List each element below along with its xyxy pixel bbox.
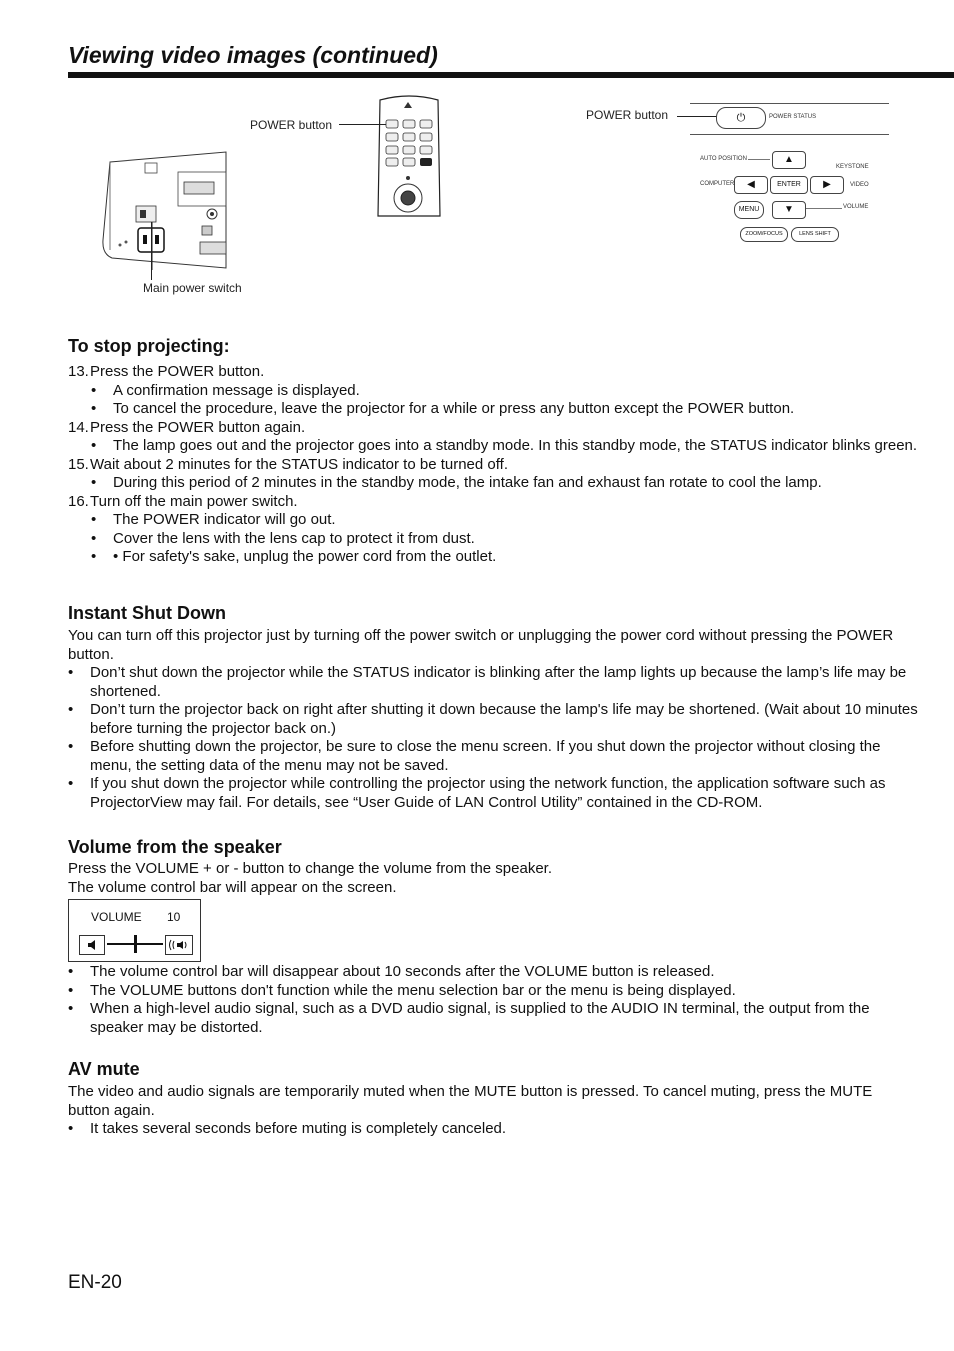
down-arrow-button[interactable] <box>772 201 806 219</box>
left-arrow-button[interactable] <box>734 176 768 194</box>
list-item: • The POWER indicator will go out. <box>68 511 918 530</box>
list-item: • The VOLUME buttons don't function while the menu selection bar or the menu is being displayed. <box>68 982 918 1001</box>
volume-bullets <box>68 963 918 1037</box>
volume-up-box <box>165 935 193 955</box>
power-status-indicator-label: POWER STATUS <box>769 114 817 120</box>
volume-intro <box>68 860 918 897</box>
triangle-left-icon: ◀ <box>747 179 755 190</box>
speaker-low-icon <box>80 936 104 954</box>
volume-line-2: The volume control bar will appear on the screen. <box>68 878 397 896</box>
page-title: Viewing video images (continued) <box>68 42 438 68</box>
list-item: • The lamp goes out and the projector goes into a standby mode. In this standby mode, the STATUS indicator blinks green. <box>68 437 918 456</box>
projector-rear-illustration <box>100 150 228 270</box>
volume-down-box <box>79 935 105 955</box>
triangle-right-icon: ▶ <box>823 179 831 190</box>
list-item: • A confirmation message is displayed. <box>68 382 918 401</box>
step-number: 14. <box>68 418 89 436</box>
step-number: 15. <box>68 455 89 473</box>
avmute-section <box>68 1083 918 1139</box>
stop-steps <box>68 363 918 567</box>
step-number: 16. <box>68 492 89 510</box>
list-item: • The volume control bar will disappear about 10 seconds after the VOLUME button is released. <box>68 963 918 982</box>
step-text: Turn off the main power switch. <box>90 492 298 510</box>
list-item: • Don’t turn the projector back on right after shutting it down because the lamp's life may be shortened. (Wait about 10 minutes before turning the projector back on.) <box>68 701 918 738</box>
volume-thumb <box>134 935 137 953</box>
menu-button[interactable]: MENU <box>734 201 764 219</box>
power-icon: ⏻ <box>736 112 746 124</box>
triangle-down-icon: ▼ <box>784 204 794 215</box>
title-rule <box>68 72 954 78</box>
volume-osd-label: VOLUME <box>91 910 142 924</box>
remote-power-callout: POWER button <box>250 118 333 132</box>
enter-button[interactable]: ENTER <box>770 176 808 194</box>
list-item: • When a high-level audio signal, such as a DVD audio signal, is supplied to the AUDIO IN terminal, the output from the speaker may be distorted. <box>68 1000 918 1037</box>
list-item: • It takes several seconds before muting is completely canceled. <box>68 1120 918 1139</box>
avmute-heading: AV mute <box>68 1059 140 1079</box>
list-item: • Don’t shut down the projector while the STATUS indicator is blinking after the lamp lights up because the lamp’s life may be shortened. <box>68 664 918 701</box>
list-item: • To cancel the procedure, leave the projector for a while or press any button except the POWER button. <box>68 400 918 419</box>
avmute-bullets <box>68 1120 918 1139</box>
stop-heading: To stop projecting: <box>68 336 230 356</box>
volume-line <box>806 208 842 209</box>
up-arrow-button[interactable] <box>772 151 806 169</box>
step-16-bullets <box>68 511 918 567</box>
step-14-bullets <box>68 437 918 456</box>
lens-shift-button[interactable]: LENS SHIFT <box>791 227 839 242</box>
step-text: Press the POWER button. <box>90 363 265 380</box>
step-15 <box>68 456 918 475</box>
panel-power-callout: POWER button <box>586 108 669 122</box>
auto-position-label: AUTO POSITION <box>700 156 747 162</box>
volume-line-1: Press the VOLUME + or - button to change the volume from the speaker. <box>68 860 552 877</box>
main-power-switch-callout: Main power switch <box>143 281 242 295</box>
auto-position-line <box>748 159 770 160</box>
volume-heading: Volume from the speaker <box>68 837 282 857</box>
instant-section <box>68 627 918 812</box>
main-switch-leader <box>151 222 152 280</box>
list-item: • Cover the lens with the lens cap to protect it from dust. <box>68 530 918 549</box>
volume-notes <box>68 963 918 1037</box>
step-13 <box>68 363 918 382</box>
remote-power-leader <box>339 124 386 125</box>
zoom-focus-button[interactable]: ZOOM/FOCUS <box>740 227 788 242</box>
list-item: • Before shutting down the projector, be sure to close the menu screen. If you shut down the projector without closing the menu, the setting data of the menu may not be saved. <box>68 738 918 775</box>
panel-power-button[interactable] <box>716 107 766 129</box>
list-item: • • For safety's sake, unplug the power cord from the outlet. <box>68 548 918 567</box>
step-16 <box>68 493 918 512</box>
volume-label: VOLUME <box>843 204 869 210</box>
triangle-up-icon: ▲ <box>784 154 794 165</box>
speaker-high-icon <box>166 936 192 954</box>
computer-label: COMPUTER <box>700 181 735 187</box>
page-number: EN-20 <box>68 1272 122 1293</box>
remote-control-illustration <box>374 94 444 218</box>
step-14 <box>68 419 918 438</box>
step-13-bullets <box>68 382 918 419</box>
list-item: • During this period of 2 minutes in the standby mode, the intake fan and exhaust fan rotate to cool the lamp. <box>68 474 918 493</box>
step-15-bullets <box>68 474 918 493</box>
right-arrow-button[interactable] <box>810 176 844 194</box>
keystone-label: KEYSTONE <box>836 164 869 170</box>
step-text: Wait about 2 minutes for the STATUS indicator to be turned off. <box>90 455 508 473</box>
instant-bullets <box>68 664 918 812</box>
volume-osd <box>68 899 201 962</box>
step-number: 13. <box>68 363 89 380</box>
list-item: • If you shut down the projector while controlling the projector using the network function, the application software such as ProjectorView may fail. For details, see “User Guide of LAN Control Utility” contained in the CD-ROM. <box>68 775 918 812</box>
volume-osd-value: 10 <box>167 910 181 924</box>
step-text: Press the POWER button again. <box>90 418 306 436</box>
instant-intro: You can turn off this projector just by turning off the power switch or unplugging the power cord without pressing the POWER button. <box>68 627 894 663</box>
instant-heading: Instant Shut Down <box>68 603 226 623</box>
video-label: VIDEO <box>850 182 869 188</box>
avmute-intro: The video and audio signals are temporarily muted when the MUTE button is pressed. To cancel muting, press the MUTE button again. <box>68 1083 873 1119</box>
